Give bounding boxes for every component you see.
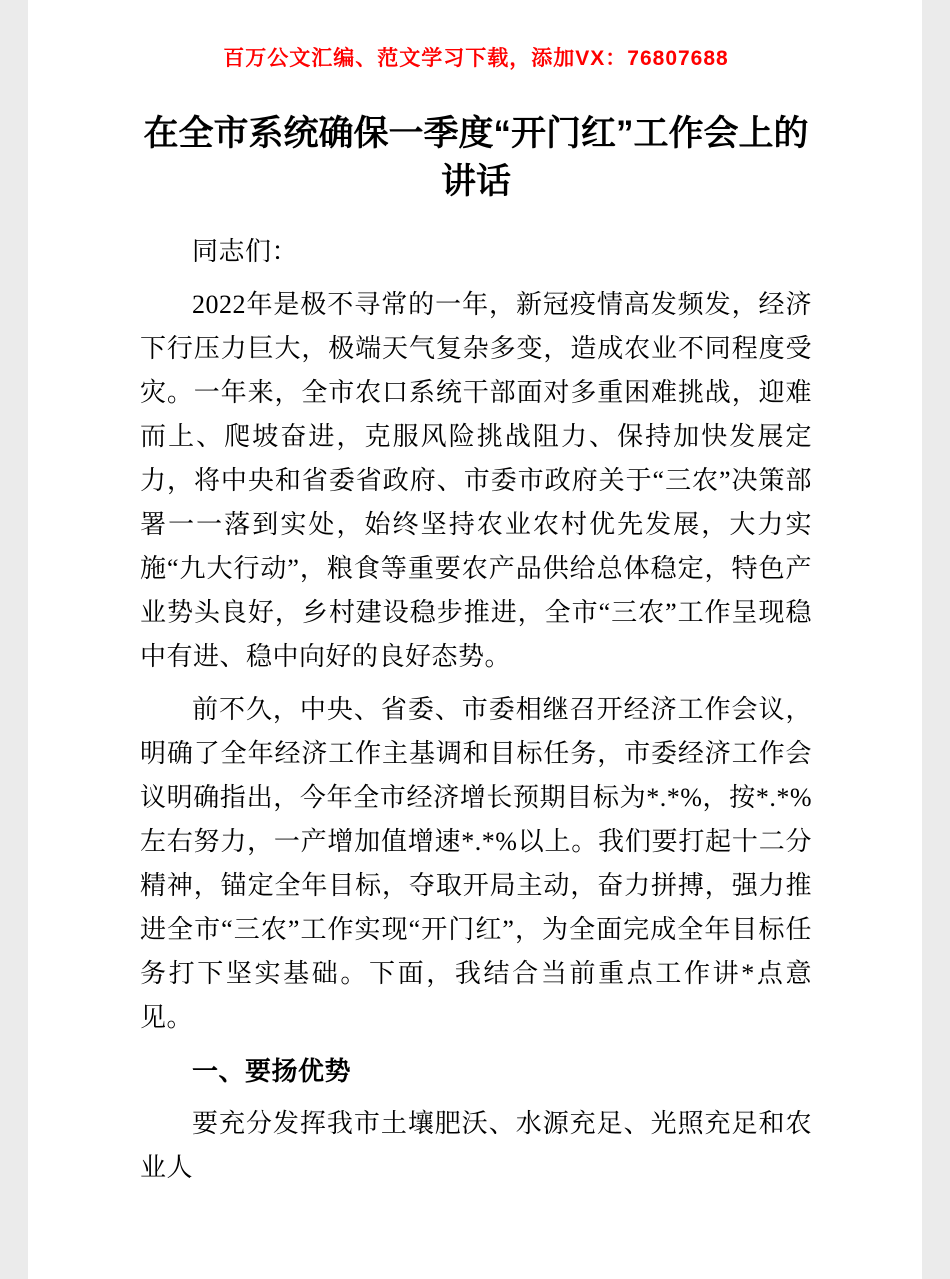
document-body — [140, 230, 812, 1190]
body-paragraph: 要充分发挥我市土壤肥沃、水源充足、光照充足和农业人 — [140, 1109, 812, 1182]
salutation-paragraph: 同志们： — [192, 237, 299, 266]
document-page — [28, 0, 922, 1279]
document-title: 在全市系统确保一季度“开门红”工作会上的讲话 — [143, 114, 809, 201]
promo-header-text: 百万公文汇编、范文学习下载，添加VX：76807688 — [223, 47, 729, 70]
body-paragraph: 2022年是极不寻常的一年，新冠疫情高发频发，经济下行压力巨大，极端天气复杂多变，造成农业不同程度受灾。一年来，全市农口系统干部面对多重困难挑战，迎难而上、爬坡奋进，克服风险挑战阻力、保持加快发展定力，将中央和省委省政府、市委市政府关于“三农”决策部署一一落到实处，始终坚持农业农村优先发展，大力实施“九大行动”，粮食等重要农产品供给总体稳定，特色产业势头良好，乡村建设稳步推进，全市“三农”工作呈现稳中有进、稳中向好的良好态势。 — [140, 290, 812, 671]
body-paragraph: 前不久，中央、省委、市委相继召开经济工作会议，明确了全年经济工作主基调和目标任务，市委经济工作会议明确指出，今年全市经济增长预期目标为*.*%，按*.*%左右努力，一产增加值增速*.*%以上。我们要打起十二分精神，锚定全年目标，夺取开局主动，奋力拼搏，强力推进全市“三农”工作实现“开门红”，为全面完成全年目标任务打下坚实基础。下面，我结合当前重点工作讲*点意见。 — [140, 695, 812, 1032]
section-heading: 一、要扬优势 — [192, 1056, 352, 1086]
